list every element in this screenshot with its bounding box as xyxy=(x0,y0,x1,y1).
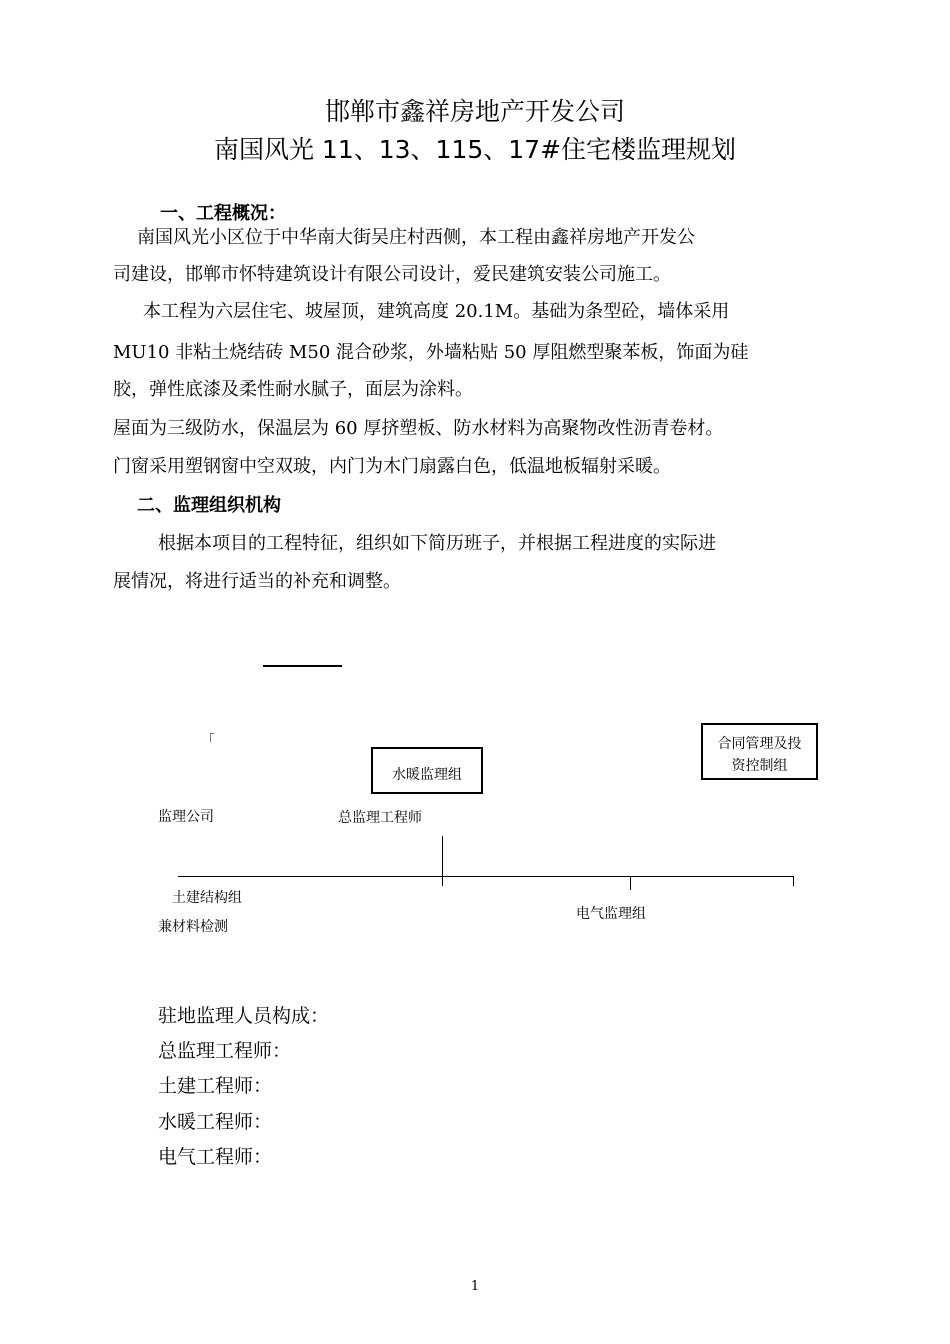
staff-heading: 驻地监理人员构成： xyxy=(158,1005,330,1027)
bracket-mark: 「 xyxy=(201,733,215,749)
chief-engineer-label: 总监理工程师 xyxy=(338,810,422,826)
staff-item: 电气工程师： xyxy=(158,1146,273,1168)
paragraph-line: 屋面为三级防水，保温层为 60 厚挤塑板、防水材料为高聚物改性沥青卷材。 xyxy=(113,418,724,439)
paragraph-line: 本工程为六层住宅、坡屋顶，建筑高度 20.1M。基础为条型砼，墙体采用 xyxy=(143,301,730,322)
staff-item: 总监理工程师： xyxy=(158,1040,292,1062)
contract-group-box xyxy=(701,723,818,780)
section-heading-overview: 一、工程概况： xyxy=(160,203,286,224)
paragraph-line: 根据本项目的工程特征，组织如下简历班子，并根据工程进度的实际进 xyxy=(158,533,716,554)
chart-tick-electrical xyxy=(630,876,631,890)
chart-vertical-connector xyxy=(442,836,443,886)
electrical-group-label: 电气监理组 xyxy=(576,906,646,922)
chart-top-line xyxy=(263,665,342,667)
title-company: 邯郸市鑫祥房地产开发公司 xyxy=(324,97,625,126)
hvac-group-box xyxy=(371,747,483,794)
contract-group-label-line1: 合同管理及投 xyxy=(717,736,802,752)
paragraph-line: 南国风光小区位于中华南大街吴庄村西侧，本工程由鑫祥房地产开发公 xyxy=(137,227,695,248)
company-label: 监理公司 xyxy=(158,809,214,825)
title-project: 南国风光 11、13、115、17#住宅楼监理规划 xyxy=(213,135,737,164)
civil-group-label-line2: 兼材料检测 xyxy=(158,919,228,935)
staff-item: 水暖工程师： xyxy=(158,1111,273,1133)
section-heading-organization: 二、监理组织机构 xyxy=(137,495,281,516)
paragraph-line: 司建设，邯郸市怀特建筑设计有限公司设计，爱民建筑安装公司施工。 xyxy=(113,264,671,285)
chart-horizontal-line xyxy=(178,876,794,877)
paragraph-line: 胶，弹性底漆及柔性耐水腻子，面层为涂料。 xyxy=(113,379,473,400)
civil-group-label-line1: 土建结构组 xyxy=(172,890,242,906)
paragraph-line: MU10 非粘土烧结砖 M50 混合砂浆，外墙粘贴 50 厚阻燃型聚苯板，饰面为硅 xyxy=(113,342,749,363)
paragraph-line: 展情况，将进行适当的补充和调整。 xyxy=(113,571,401,592)
staff-item: 土建工程师： xyxy=(158,1075,273,1097)
hvac-group-label: 水暖监理组 xyxy=(392,767,462,783)
contract-group-label-line2: 资控制组 xyxy=(731,758,788,774)
page-number: 1 xyxy=(470,1279,480,1294)
paragraph-line: 门窗采用塑钢窗中空双玻，内门为木门扇露白色，低温地板辐射采暖。 xyxy=(113,456,671,477)
chart-tick-right xyxy=(793,876,794,886)
